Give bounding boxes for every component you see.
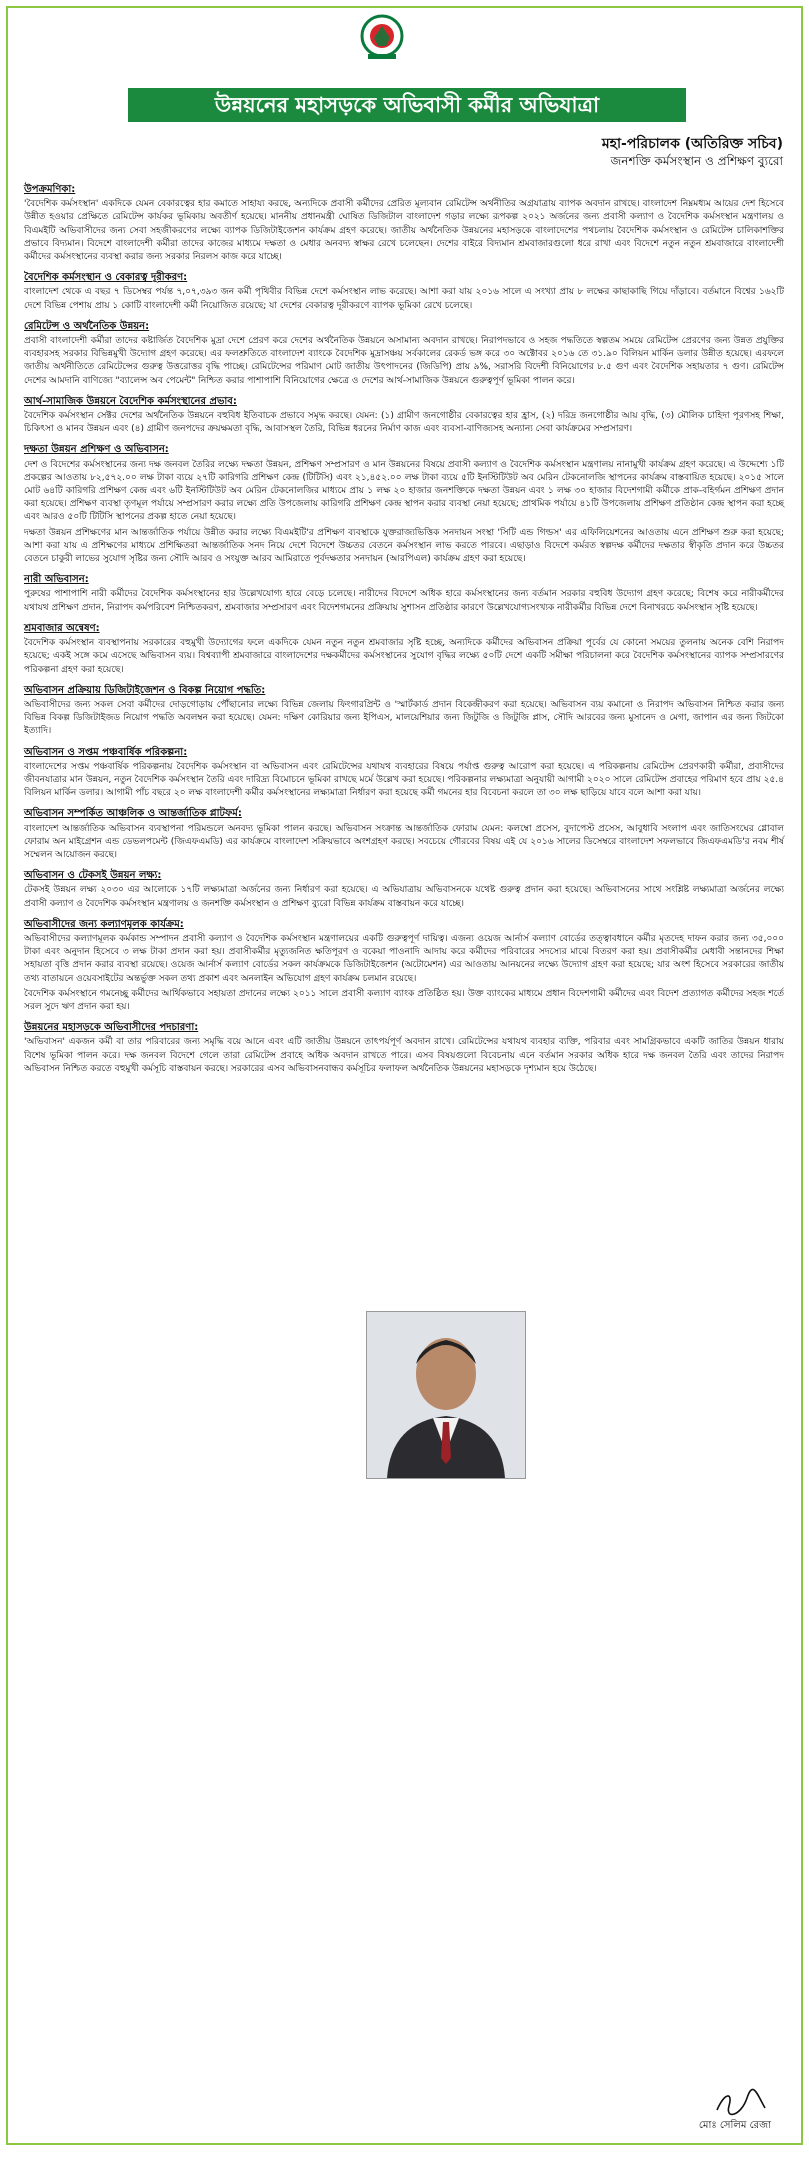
section-heading: উপক্রমণিকা:	[24, 184, 76, 195]
section-paragraph: বৈদেশিক কর্মসংস্থান ব্যবস্থাপনায় সরকারের বহুমুখী উদ্যোগের ফলে একদিকে যেমন নতুন নতুন শ্রমবাজার সৃষ্টি হচ্ছে, অন্যদিকে কর্মীদের অভিবাসন প্রক্রিয়া পূর্বের যে কোনো সময়ের তুলনায় অনেক বেশি নিরাপদ হয়েছে; একই সঙ্গে কমে এসেছে অভিবাসন ব্যয়। বিশ্বব্যাপী শ্রমবাজারে বাংলাদেশের দক্ষকর্মীদের কর্মসংস্থানের সুযোগ বৃদ্ধির লক্ষ্যে ৫০টি দেশে একটি সমীক্ষা পরিচালনা করে বৈদেশিক কর্মসংস্থানের ব্যাপক সম্প্রসারণের পরিকল্পনা গ্রহণ করা হয়েছে।	[24, 638, 784, 675]
section-paragraph: বাংলাদেশের সপ্তম পঞ্চবার্ষিক পরিকল্পনায় বৈদেশিক কর্মসংস্থান বা অভিবাসন এবং রেমিটেন্সের যথাযথ ব্যবহারের বিষয়ে পর্যাপ্ত গুরুত্ব আরোপ করা হয়েছে। এ পরিকল্পনায় রেমিটেন্স প্রেরণকারী কর্মীরা, প্রবাসীদের জীবনযাত্রার মান উন্নয়ন, নতুন বৈদেশিক কর্মসংস্থান তৈরি এবং দারিদ্র্য বিমোচনে ভূমিকা রাখছে মর্মে উল্লেখ করা হয়েছে। পরিকল্পনার লক্ষ্যমাত্রা অনুযায়ী আগামী ২০২০ সালে রেমিটেন্স প্রবাহের পরিমাণ হবে প্রায় ২৫.৪ বিলিয়ন মার্কিন ডলার। আগামী পাঁচ বছরে ২০ লক্ষ বাংলাদেশী কর্মীর কর্মসংস্থানের লক্ষ্যমাত্রা নির্ধারণ করা হয়েছে কর্মী গমনের হার বিবেচনা করলে তা ৩০ লক্ষ ছাড়িয়ে যাবে বলে আশা করা যায়।	[24, 761, 784, 799]
signature-name: মোঃ সেলিম রেজা	[698, 2120, 771, 2131]
section-heading: অভিবাসন সম্পর্কিত আঞ্চলিক ও আন্তর্জাতিক প্লাটফর্ম:	[24, 808, 242, 820]
section-heading: অভিবাসন ও টেকসই উন্নয়ন লক্ষ্য:	[24, 870, 162, 882]
newspaper-article	[6, 6, 803, 2145]
author-photo	[366, 1311, 526, 1479]
section-heading: বৈদেশিক কর্মসংস্থান ও বেকারত্ব দূরীকরণ:	[24, 272, 188, 284]
author-org: জনশক্তি কর্মসংস্থান ও প্রশিক্ষণ ব্যুরো	[610, 154, 783, 168]
section-paragraph: দেশ ও বিদেশের কর্মসংস্থানের জন্য দক্ষ জনবল তৈরির লক্ষ্যে দক্ষতা উন্নয়ন, প্রশিক্ষণ সম্প্রসারণ ও মান উন্নয়নের বিষয়ে প্রবাসী কল্যাণ ও বৈদেশিক কর্মসংস্থান মন্ত্রণালয় নানামুখী কার্যক্রম গ্রহণ করেছে। এ উদ্দেশ্যে ১টি প্রকল্পের আওতায় ৮২,৫৭২.০০ লক্ষ টাকা ব্যয়ে ২৭টি কারিগরি প্রশিক্ষণ কেন্দ্র (টিটিসি) এবং ২১,৪৫২.০০ লক্ষ টাকা ব্যয়ে ৫টি ইনস্টিটিউট অব মেরিন টেকনোলজি স্থাপনের কার্যক্রম বাস্তবায়িত হয়েছে। ২০১৫ সালে মোট ৬৪টি কারিগরি প্রশিক্ষণ কেন্দ্র এবং ৬টি ইনস্টিটিউট অব মেরিন টেকনোলজির মাধ্যমে প্রায় ১ লক্ষ ২০ হাজার জনশক্তিকে দক্ষতা উন্নয়ন এবং ১ লক্ষ ৩০ হাজার বিদেশগামী কর্মীকে প্রাক-বহির্গমন প্রশিক্ষণ প্রদান করা হয়েছে। প্রশিক্ষণ ব্যবস্থা তৃণমূল পর্যায়ে সম্প্রসারণ করার লক্ষ্যে প্রতি উপজেলায় কারিগরি প্রশিক্ষণ কেন্দ্র স্থাপন করার ব্যবস্থা নেয়া হয়েছে; প্রাথমিক পর্যায়ে ৪১টি উপজেলায় প্রশিক্ষণ প্রতিষ্ঠান কেন্দ্র স্থাপন করা হচ্ছে এবং আরও ৫০টি টিটিসি স্থাপনের প্রকল্প হাতে নেয়া হয়েছে।	[24, 459, 784, 523]
section-paragraph: বাংলাদেশ আন্তর্জাতিক অভিবাসন ব্যবস্থাপনা পরিমন্ডলে অনবদ্য ভূমিকা পালন করছে। অভিবাসন সংক্রান্ত আন্তর্জাতিক ফোরাম যেমন: কলম্বো প্রসেস, বুদাপেস্ট প্রসেস, আবুধাবি সংলাপ এবং জাতিসংঘের গ্লোবাল ফোরাম অন মাইগ্রেশন এন্ড ডেভলপমেন্ট (জিএফএমডি) এর কার্যক্রমে বাংলাদেশ সক্রিয়ভাবে অংশগ্রহণ করছে। সবচেয়ে গৌরবের বিষয় এই যে ২০১৬ সালের ডিসেম্বরে বাংলাদেশ সফলভাবে জিএফএমডি'র নবম শীর্ষ সম্মেলন আয়োজন করছে।	[24, 823, 784, 860]
author-block	[423, 136, 783, 170]
handwritten-signature-icon	[711, 2088, 771, 2118]
author-role: মহা-পরিচালক (অতিরিক্ত সচিব)	[601, 136, 783, 152]
section-paragraph: প্রবাসী বাংলাদেশী কর্মীরা তাদের কষ্টার্জিত বৈদেশিক মুদ্রা দেশে প্রেরণ করে দেশের অর্থনৈতিক উন্নয়নে অসামান্য অবদান রাখছে। নিরাপদভাবে ও সহজ পদ্ধতিতে স্বল্পতম সময়ে রেমিটেন্স প্রেরণের জন্য উন্নত প্রযুক্তির ব্যবহারসহ সরকার বিভিন্নমুখী উদ্যোগ গ্রহণ করেছে। এর ফলশ্রুতিতে বাংলাদেশ ব্যাংকে বৈদেশিক মুদ্রাসঞ্চয় সর্বকালের রেকর্ড ভঙ্গ করে ৩০ অক্টোবর ২০১৬ তে ৩১.৯০ বিলিয়ন মার্কিন ডলার উন্নীত হয়েছে। এরফলে জাতীয় অর্থনীতিতে রেমিটেন্সের গুরুত্ব উত্তরোত্তর বৃদ্ধি পাচ্ছে। রেমিটেন্সের পরিমাণ মোট জাতীয় উৎপাদনের (জিডিপি) প্রায় ৯%, সরাসরি বিদেশী বিনিয়োগের ৮.৫ গুণ এবং বৈদেশিক সহায়তার ৭ গুণ। রেমিটেন্স দেশের আমদানি বাণিজ্যে "ব্যালেন্স অব পেমেন্ট" নিশ্চিত করার পাশাপাশি বিনিয়োগের ক্ষেত্রে ও দেশের আর্থ-সামাজিক উন্নয়নে গুরুত্বপূর্ণ ভূমিকা পালন করে।	[24, 336, 784, 386]
article-title: উন্নয়নের মহাসড়কে অভিবাসী কর্মীর অভিযাত্রা	[128, 88, 686, 122]
section-paragraph: টেকসই উন্নয়ন লক্ষ্য ২০৩০ এর আলোকে ১৭টি লক্ষ্যমাত্রা অর্জনের জন্য নির্ধারণ করা হয়েছে। এ অভিযাত্রায় অভিবাসনকে যথেষ্ট গুরুত্ব প্রদান করা হয়েছে। অভিবাসনের সাথে সংশ্লিষ্ট লক্ষ্যমাত্রা অর্জনের লক্ষ্যে প্রবাসী কল্যাণ ও বৈদেশিক কর্মসংস্থান মন্ত্রণালয় ও জনশক্তি কর্মসংস্থান ও প্রশিক্ষণ ব্যুরো বিভিন্ন কার্যক্রম বাস্তবায়ন করে যাচ্ছে।	[24, 885, 784, 909]
section-heading: অভিবাসীদের জন্য কল্যাণমূলক কার্যক্রম:	[24, 918, 184, 930]
section-heading: রেমিটেন্স ও অর্থনৈতিক উন্নয়ন:	[24, 320, 150, 332]
section-paragraph: অভিবাসীদের কল্যাণমূলক কর্মকান্ড সম্পাদন প্রবাসী কল্যাণ ও বৈদেশিক কর্মসংস্থান মন্ত্রণালয়ের একটি গুরুত্বপূর্ণ দায়িত্ব। এজন্য ওয়েজ আর্নার্স কল্যাণ বোর্ডের তত্ত্বাবধানে কর্মীর মৃতদেহ দাফন করার জন্য ৩৫,০০০ টাকা এবং অনুদান হিসেবে ৩ লক্ষ টাকা প্রদান করা হয়। প্রবাসীকর্মীর মৃত্যুজনিত ক্ষতিপূরণ ও বকেয়া পাওনাদি আদায় করে কর্মীদের পরিবারের সদস্যের মাঝে বিতরণ করা হয়। প্রবাসীকর্মীর মেধাবী সন্তানদের শিক্ষা সহায়তা বৃত্তি প্রদান করার ব্যবস্থা রয়েছে। ওয়েজ আর্নার্স কল্যাণ বোর্ডের সকল কার্যক্রমকে ডিজিটাইজেশন (অটোমেশন) এর আওতায় আনয়নের লক্ষ্যে উদ্যোগ গ্রহণ করা হয়েছে; যার অংশ হিসেবে সরকারের জাতীয় তথ্য বাতায়নে ওয়েবসাইটের অন্তর্ভুক্ত সকল তথ্য প্রকাশ এবং অনলাইন অভিযোগ গ্রহণ কার্যক্রম চলমান রয়েছে।	[24, 933, 784, 984]
section-heading: উন্নয়নের মহাসড়কে অভিবাসীদের পদচারণা:	[24, 1022, 199, 1034]
section-heading: আর্থ-সামাজিক উন্নয়নে বৈদেশিক কর্মসংস্থানের প্রভাব:	[24, 395, 237, 407]
section-heading: অভিবাসন ও সপ্তম পঞ্চবার্ষিক পরিকল্পনা:	[24, 746, 188, 758]
article-body	[24, 176, 784, 1078]
section-paragraph: বৈদেশিক কর্মসংস্থানে গমনেচ্ছু কর্মীদের আর্থিকভাবে সহায়তা প্রদানের লক্ষ্যে ২০১১ সালে প্রবাসী কল্যাণ ব্যাংক প্রতিষ্ঠিত হয়। উক্ত ব্যাংকের মাধ্যমে প্রধান বিদেশগামী কর্মীদের এবং বিদেশ প্রত্যাগত কর্মীদের সহজ শর্তে সরল সুদে ঋণ প্রদান করা হয়।	[24, 988, 784, 1012]
section-heading: শ্রমবাজার অন্বেষণ:	[24, 622, 100, 634]
section-paragraph: 'অভিবাসন' একজন কর্মী বা তার পরিবারের জন্য সমৃদ্ধি বয়ে আনে এবং এটি জাতীয় উন্নয়নে তাৎপর্যপূর্ণ অবদান রাখে। রেমিটেন্সের যথাযথ ব্যবহার ব্যক্তি, পরিবার এবং সামগ্রিকভাবে একটি জাতির উন্নয়ন ধারায় বিশেষ ভূমিকা পালন করে। দক্ষ জনবল বিদেশে গেলে তারা রেমিটেন্স প্রবাহে অধিক অবদান রাখতে পারে। এসব বিষয়গুলো বিবেচনায় এনে বর্তমান সরকার অধিক হারে দক্ষ জনবল তৈরি এবং তাদের নিরাপদ অভিবাসন নিশ্চিত করতে বহুমুখী কর্মসূচি বাস্তবায়ন করছে। সরকারের এসব অভিবাসনবান্ধব কর্মসূচির ফলাফল অর্থনৈতিক উন্নয়নের মহাসড়কে দৃশ্যমান হয়ে উঠেছে।	[24, 1037, 784, 1074]
section-paragraph: পুরুষের পাশাপাশি নারী কর্মীদের বৈদেশিক কর্মসংস্থানের হার উল্লেখযোগ্য হারে বেড়ে চলেছে। নারীদের বিদেশে অধিক হারে কর্মসংস্থানের জন্য বর্তমান সরকার বহুবিধ উদ্যোগ গ্রহণ করেছে; বিশেষ করে নারীকর্মীদের যথাযথ প্রশিক্ষণ প্রদান, নিরাপদ কর্মপরিবেশ নিশ্চিতকরণ, শ্রমবাজার সম্প্রসারণ এবং বিদেশগমনের প্রক্রিয়ায় সুশাসন প্রতিষ্ঠার কারণে উল্লেখযোগ্যসংখ্যক নারীকর্মীর বিভিন্ন দেশে বিনাখরচে কর্মসংস্থান সৃষ্টি হয়েছে।	[24, 589, 784, 613]
section-heading: নারী অভিবাসন:	[24, 574, 89, 586]
section-heading: দক্ষতা উন্নয়ন প্রশিক্ষণ ও অভিবাসন:	[24, 444, 169, 456]
section-heading: অভিবাসন প্রক্রিয়ায় ডিজিটাইজেশন ও বিকল্প নিয়োগ পদ্ধতি:	[24, 684, 266, 696]
section-paragraph: বাংলাদেশ থেকে এ বছর ৭ ডিসেম্বর পর্যন্ত ৭,০৭,৩৯৩ জন কর্মী পৃথিবীর বিভিন্ন দেশে কর্মসংস্থান লাভ করেছে। আশা করা যায় ২০১৬ সালে এ সংখ্যা প্রায় ৮ লক্ষের কাছাকাছি গিয়ে দাঁড়াবে। বর্তমানে বিশ্বের ১৬২টি দেশে বিভিন্ন পেশায় প্রায় ১ কোটি বাংলাদেশী কর্মী নিয়োজিত রয়েছে; যা দেশের বেকারত্ব দূরীকরণে ব্যাপক ভূমিকা রেখে চলেছে।	[24, 287, 784, 311]
government-emblem-icon	[360, 14, 404, 62]
section-paragraph: দক্ষতা উন্নয়ন প্রশিক্ষণের মান আন্তর্জাতিক পর্যায়ে উন্নীত করার লক্ষ্যে বিএমইটি'র প্রশিক্ষণ ব্যবস্থাকে যুক্তরাজ্যভিত্তিক সনদায়ন সংস্থা 'সিটি এন্ড গিল্ডস' এর এফিলিয়েশনের আওতায় এনে প্রশিক্ষণ শুরু করা হয়েছে; আশা করা যায় এ প্রশিক্ষণের মাধ্যমে প্রশিক্ষিতরা আন্তর্জাতিক সনদ নিয়ে দেশে বিদেশে উচ্চতর বেতনে কর্মসংস্থান লাভ করতে পারবে। এছাড়াও বিদেশে কর্মরত স্বল্পদক্ষ কর্মীদের দক্ষতার স্বীকৃতি প্রদান করে উচ্চতর বেতনে চাকুরী লাভের সুযোগ সৃষ্টির জন্য সৌদি আরব ও সংযুক্ত আরব আমিরাতে পূর্বদক্ষতার সনদায়ন (আরপিএল) কার্যক্রম গ্রহণ করা হয়েছে।	[24, 527, 784, 565]
section-paragraph: 'বৈদেশিক কর্মসংস্থান' একদিকে যেমন বেকারত্বের হার কমাতে সাহায্য করছে, অন্যদিকে প্রবাসী কর্মীদের প্রেরিত মূল্যবান রেমিটেন্স অর্থনীতির অগ্রযাত্রায় ব্যাপক অবদান রাখছে। বাংলাদেশ নিম্নমধ্যম আয়ের দেশ হিসেবে উন্নীত হওয়ার প্রেক্ষিতে রেমিটেন্স কার্যকর ভূমিকায় অবতীর্ণ হয়েছে। মাননীয় প্রধানমন্ত্রী ঘোষিত ডিজিটাল বাংলাদেশ গড়ার লক্ষ্যে রূপকল্প ২০২১ অর্জনের জন্য প্রবাসী কল্যাণ ও বৈদেশিক কর্মসংস্থান মন্ত্রণালয় ও বিএমইটি অভিবাসীদের জন্য সেবা সহজীকরণের লক্ষ্যে ব্যাপক ডিজিটাইজেশন কার্যক্রম গ্রহণ করেছে। জাতীয় অর্থনৈতিক উন্নয়নের মহাসড়কে বাংলাদেশের পথচলায় বৈদেশিক কর্মসংস্থান ও রেমিটেন্স চালিকাশক্তির প্রভাবে বিদ্যমান। বিদেশে বাংলাদেশী কর্মীরা তাদের কাজের মাধ্যমে দক্ষতা ও মেধার অনবদ্য স্বাক্ষর রেখে চলেছেন। দেশের বাইরে বিদ্যমান শ্রমবাজারগুলো ধরে রাখা এবং বিদেশে নতুন নতুন শ্রমবাজারে বাংলাদেশী কর্মীদের কর্মসংস্থানের ব্যবস্থা করার জন্য সরকার নিরলস কাজ করে যাচ্ছে।	[24, 199, 784, 263]
section-paragraph: অভিবাসীদের জন্য সকল সেবা কর্মীদের দোড়গোড়ায় পৌঁছানোর লক্ষ্যে বিভিন্ন জেলায় ফিংগারপ্রিন্ট ও 'স্মার্টকার্ড প্রদান বিকেন্দ্রীকরণ করা হয়েছে। অভিবাসন ব্যয় কমানো ও নিরাপদ অভিবাসন নিশ্চিত করার জন্য বিভিন্ন বিকল্প ডিজিটাইজড নিয়োগ পদ্ধতি অবলম্বন করা হয়েছে। যেমন: দক্ষিণ কোরিয়ার জন্য ইপিএস, মালয়েশিয়ার জন্য জিটুজি ও জিটুজি প্লাস, সৌদি আরবের জন্য মুসানেদ ও মেগা, জাপান এর জন্য জিটকো ইত্যাদি।	[24, 699, 784, 737]
section-paragraph: বৈদেশিক কর্মসংস্থান সেক্টর দেশের অর্থনৈতিক উন্নয়নে বহুবিধ ইতিবাচক প্রভাবে সমৃদ্ধ করছে। যেমন: (১) গ্রামীণ জনগোষ্ঠীর বেকারত্বের হার হ্রাস, (২) দরিদ্র জনগোষ্ঠীর আয় বৃদ্ধি, (৩) মৌলিক চাহিদা পূরণসহ শিক্ষা, চিকিৎসা ও মানব উন্নয়ন এবং (৪) গ্রামীণ জনপদের ক্রয়ক্ষমতা বৃদ্ধি, আবাসস্থল তৈরি, বিভিন্ন ধরনের নির্মাণ কাজ এবং ব্যবসা-বাণিজ্যসহ অন্যান্য সেবা কার্যক্রমের সম্প্রসারণ।	[24, 411, 784, 435]
portrait-icon	[367, 1312, 525, 1478]
signature-block	[699, 2088, 771, 2135]
